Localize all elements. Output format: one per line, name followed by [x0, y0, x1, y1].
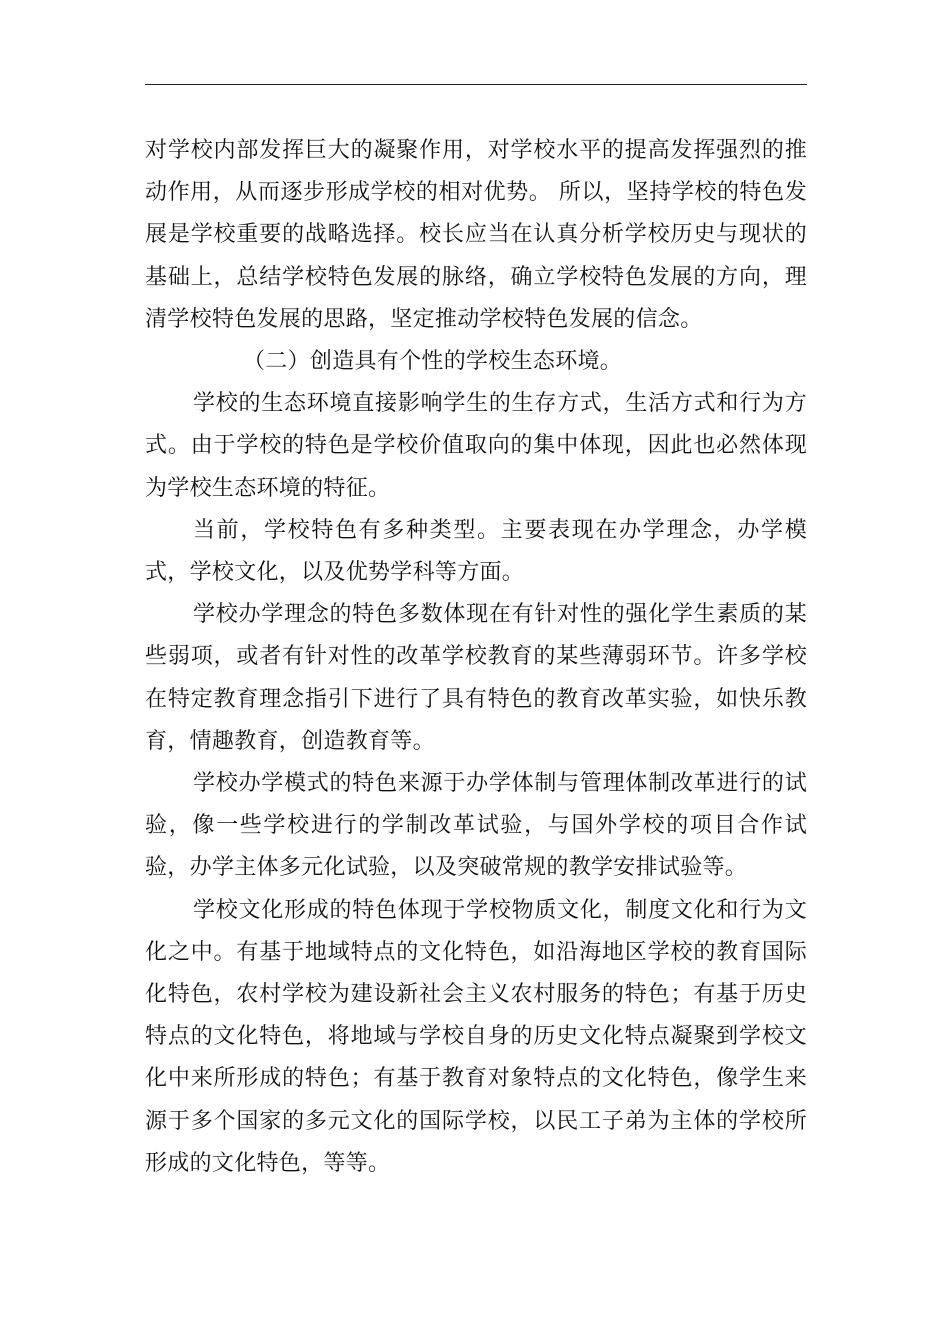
paragraph-model: 学校办学模式的特色来源于办学体制与管理体制改革进行的试验，像一些学校进行的学制改革试验，与国外学校的项目合作试验，办学主体多元化试验，以及突破常规的教学安排试验等。: [145, 771, 807, 881]
paragraph-culture: 学校文化形成的特色体现于学校物质文化，制度文化和行为文化之中。有基于地域特点的文化特色，如沿海地区学校的教育国际化特色，农村学校为建设新社会主义农村服务的特色；有基于历史特点的文化特色，将地域与学校自身的历史文化特点凝聚到学校文化中来所形成的特色；有基于教育对象特点的文化特色，像学生来源于多个国家的多元文化的国际学校，以民工子弟为主体的学校所形成的文化特色，等等。: [145, 897, 807, 1176]
paragraph-philosophy: 学校办学理念的特色多数体现在有针对性的强化学生素质的某些弱项，或者有针对性的改革学校教育的某些薄弱环节。许多学校在特定教育理念指引下进行了具有特色的教育改革实验，如快乐教育，情趣教育，创造教育等。: [145, 602, 807, 754]
header-rule: [145, 84, 807, 85]
paragraph-types: 当前，学校特色有多种类型。主要表现在办学理念，办学模式，学校文化，以及优势学科等方面。: [145, 517, 807, 586]
body-text: [145, 130, 807, 1185]
paragraph-ecology: 学校的生态环境直接影响学生的生存方式，生活方式和行为方式。由于学校的特色是学校价值取向的集中体现，因此也必然体现为学校生态环境的特征。: [145, 391, 807, 501]
section-heading: （二）创造具有个性的学校生态环境。: [243, 349, 623, 375]
paragraph-continuation: 对学校内部发挥巨大的凝聚作用，对学校水平的提高发挥强烈的推动作用，从而逐步形成学校的相对优势。 所以，坚持学校的特色发展是学校重要的战略选择。校长应当在认真分析学校历史与现状的基础上，总结学校特色发展的脉络，确立学校特色发展的方向，理清学校特色发展的思路，坚定推动学校特色发展的信念。: [145, 138, 807, 332]
